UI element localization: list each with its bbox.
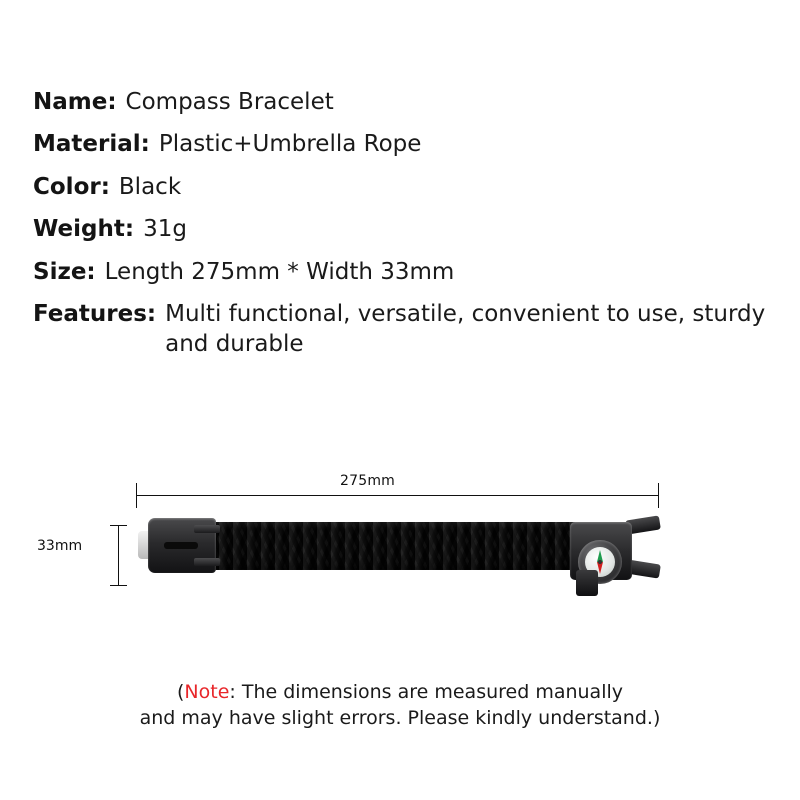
buckle-prong-bottom <box>194 558 220 566</box>
spec-row-features <box>33 300 773 360</box>
width-dimension-cap-top <box>110 525 127 526</box>
buckle-with-compass <box>570 510 662 592</box>
width-dimension-line <box>118 525 119 585</box>
length-dimension-cap-left <box>136 483 137 508</box>
spec-label-size: Size: <box>33 258 96 285</box>
strap-clip <box>576 570 598 596</box>
note-open-paren: ( <box>177 681 185 703</box>
spec-value-name: Compass Bracelet <box>125 89 334 115</box>
spec-row-size <box>33 258 773 287</box>
disclaimer-note <box>0 680 800 731</box>
length-dimension-line <box>136 495 659 496</box>
buckle-prong-top <box>194 525 220 533</box>
paracord-weave <box>205 522 585 570</box>
length-dimension-label: 275mm <box>340 473 395 489</box>
side-release-buckle-whistle <box>138 518 216 573</box>
spec-row-weight <box>33 215 773 244</box>
spec-row-color <box>33 173 773 202</box>
compass-hub <box>598 560 602 564</box>
note-keyword: Note <box>184 681 230 703</box>
spec-label-name: Name: <box>33 89 117 115</box>
width-dimension-cap-bottom <box>110 585 127 586</box>
spec-label-material: Material: <box>33 131 150 158</box>
spec-value-material: Plastic+Umbrella Rope <box>158 131 422 158</box>
spec-value-weight: 31g <box>143 216 187 243</box>
spec-row-material <box>33 130 773 159</box>
spec-label-weight: Weight: <box>33 216 135 243</box>
spec-label-color: Color: <box>33 173 110 200</box>
note-line-1: : The dimensions are measured manually <box>229 681 623 703</box>
spec-value-features: Multi functional, versatile, convenient to use, sturdy and durable <box>165 301 766 358</box>
product-image-bracelet <box>130 508 650 603</box>
spec-label-features: Features: <box>33 301 157 328</box>
spec-value-color: Black <box>118 173 182 200</box>
whistle-slit <box>164 542 198 549</box>
product-spec-list <box>33 88 773 373</box>
width-dimension-label: 33mm <box>37 538 83 554</box>
note-line-2: and may have slight errors. Please kindly understand.) <box>139 706 661 729</box>
spec-value-size: Length 275mm * Width 33mm <box>104 258 455 285</box>
length-dimension-cap-right <box>658 483 659 508</box>
spec-row-name <box>33 88 773 117</box>
